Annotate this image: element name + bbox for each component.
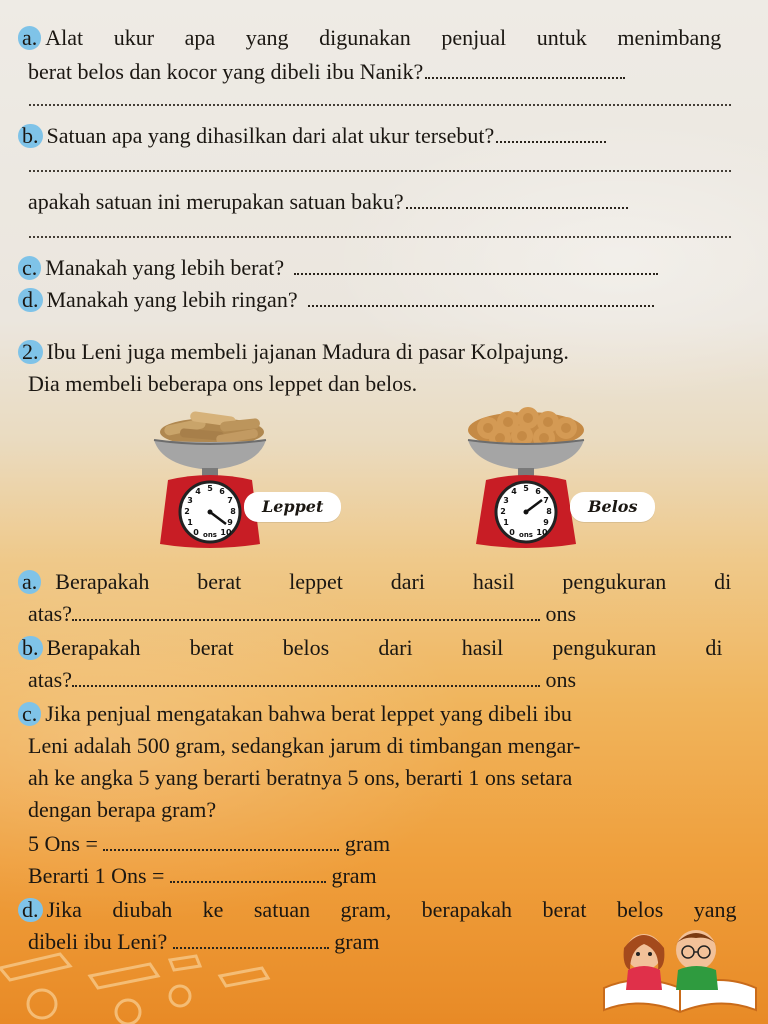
svg-text:3: 3 <box>503 496 509 505</box>
q1a-text1: Alat ukur apa yang digunakan penjual untuk menimbang <box>45 25 722 50</box>
q2d-text2: dibeli ibu Leni? <box>28 929 168 954</box>
scale-unit-label: ons <box>519 531 533 539</box>
svg-text:7: 7 <box>227 496 233 505</box>
q2b-text1: Berapakah berat belos dari hasil pengukuran di <box>46 635 723 660</box>
q2d-line1 <box>18 894 744 926</box>
answer-blank[interactable] <box>72 667 540 687</box>
leppet-scale-illustration <box>150 400 380 560</box>
answer-blank[interactable] <box>72 601 540 621</box>
q2-intro-text2: Dia membeli beberapa ons leppet dan belos. <box>28 371 418 396</box>
q2d-text1: Jika diubah ke satuan gram, berapakah berat belos yang <box>46 897 737 922</box>
q2-intro-text1: Ibu Leni juga membeli jajanan Madura di pasar Kolpajung. <box>46 339 569 364</box>
answer-blank[interactable] <box>294 255 658 275</box>
q2-intro-line1 <box>18 336 744 368</box>
q1a-badge: a. <box>18 26 41 50</box>
svg-text:2: 2 <box>500 507 506 516</box>
q2d-unit: gram <box>334 929 380 954</box>
q2a-unit: ons <box>545 601 577 626</box>
belos-label: Belos <box>570 492 655 522</box>
svg-text:5: 5 <box>523 484 529 493</box>
q2c-ans1-unit: gram <box>344 831 391 856</box>
answer-blank[interactable] <box>103 831 339 851</box>
q1d-badge: d. <box>18 288 43 312</box>
svg-text:8: 8 <box>230 507 236 516</box>
svg-text:3: 3 <box>187 496 193 505</box>
q2a-line2 <box>18 598 744 630</box>
svg-text:0: 0 <box>193 528 199 537</box>
q1b-line <box>18 120 744 152</box>
q1d-line <box>18 284 744 316</box>
q2-intro-line2 <box>18 368 744 400</box>
answer-blank-line[interactable] <box>28 236 732 238</box>
q2c-text3: ah ke angka 5 yang berarti beratnya 5 ons, berarti 1 ons setara <box>28 765 573 790</box>
q1b-line2 <box>18 186 744 218</box>
svg-text:10: 10 <box>220 528 232 537</box>
q2a-badge: a. <box>18 570 41 594</box>
svg-text:1: 1 <box>187 518 193 527</box>
q2c-ans2-label: Berarti 1 Ons = <box>28 863 165 888</box>
q2b-badge: b. <box>18 636 43 660</box>
q2c-text2: Leni adalah 500 gram, sedangkan jarum di timbangan mengar- <box>28 733 581 758</box>
q2c-line4 <box>28 794 744 826</box>
answer-blank[interactable] <box>496 123 606 143</box>
answer-blank-line[interactable] <box>28 104 732 106</box>
q2-number-badge: 2. <box>18 340 43 364</box>
boy-icon <box>674 930 718 990</box>
q2c-ans2-unit: gram <box>331 863 377 888</box>
svg-text:6: 6 <box>219 487 225 496</box>
q1a-text2: berat belos dan kocor yang dibeli ibu Nanik? <box>28 59 424 84</box>
svg-text:1: 1 <box>503 518 509 527</box>
q2b-line1 <box>18 632 744 664</box>
q2c-answer1 <box>28 828 744 860</box>
q1b-text: Satuan apa yang dihasilkan dari alat ukur tersebut? <box>46 123 495 148</box>
q2c-line2 <box>28 730 744 762</box>
answer-blank[interactable] <box>170 863 326 883</box>
q2c-answer2 <box>28 860 744 892</box>
girl-icon <box>624 934 665 990</box>
svg-text:7: 7 <box>543 496 549 505</box>
children-reading-illustration <box>600 926 760 1022</box>
q2a-text2: atas? <box>28 601 72 626</box>
answer-blank[interactable] <box>308 287 654 307</box>
q1a-line2 <box>18 56 744 88</box>
q2c-badge: c. <box>18 702 41 726</box>
q1c-text: Manakah yang lebih berat? <box>45 255 285 280</box>
svg-text:0: 0 <box>509 528 515 537</box>
q2c-text1: Jika penjual mengatakan bahwa berat leppet yang dibeli ibu <box>45 701 572 726</box>
svg-text:8: 8 <box>546 507 552 516</box>
scale-unit-label: ons <box>203 531 217 539</box>
q1b-badge: b. <box>18 124 43 148</box>
svg-text:4: 4 <box>195 487 201 496</box>
q2a-text1: Berapakah berat leppet dari hasil pengukuran di <box>55 569 732 594</box>
answer-blank-line[interactable] <box>28 170 732 172</box>
answer-blank[interactable] <box>425 59 625 79</box>
q2c-ans1-label: 5 Ons = <box>28 831 98 856</box>
q2c-text4: dengan berapa gram? <box>28 797 217 822</box>
svg-text:9: 9 <box>227 518 233 527</box>
q2a-line1 <box>18 566 744 598</box>
q2c-line3 <box>28 762 744 794</box>
answer-blank[interactable] <box>406 189 628 209</box>
q1d-text: Manakah yang lebih ringan? <box>46 287 298 312</box>
leppet-label: Leppet <box>244 492 341 522</box>
q2b-unit: ons <box>545 667 577 692</box>
scale-silhouette-icons <box>0 954 268 1024</box>
svg-text:4: 4 <box>511 487 517 496</box>
q2c-line1 <box>18 698 744 730</box>
leppet-food-icon <box>160 411 264 446</box>
svg-text:5: 5 <box>207 484 213 493</box>
svg-text:10: 10 <box>536 528 548 537</box>
q2b-text2: atas? <box>28 667 72 692</box>
svg-text:6: 6 <box>535 487 541 496</box>
svg-text:9: 9 <box>543 518 549 527</box>
q1b-text2: apakah satuan ini merupakan satuan baku? <box>28 189 404 214</box>
q1a-line1 <box>18 22 744 54</box>
q2d-badge: d. <box>18 898 43 922</box>
svg-text:2: 2 <box>184 507 190 516</box>
q2b-line2 <box>18 664 744 696</box>
belos-scale-illustration <box>456 400 686 560</box>
q1c-line <box>18 252 744 284</box>
q1c-badge: c. <box>18 256 41 280</box>
